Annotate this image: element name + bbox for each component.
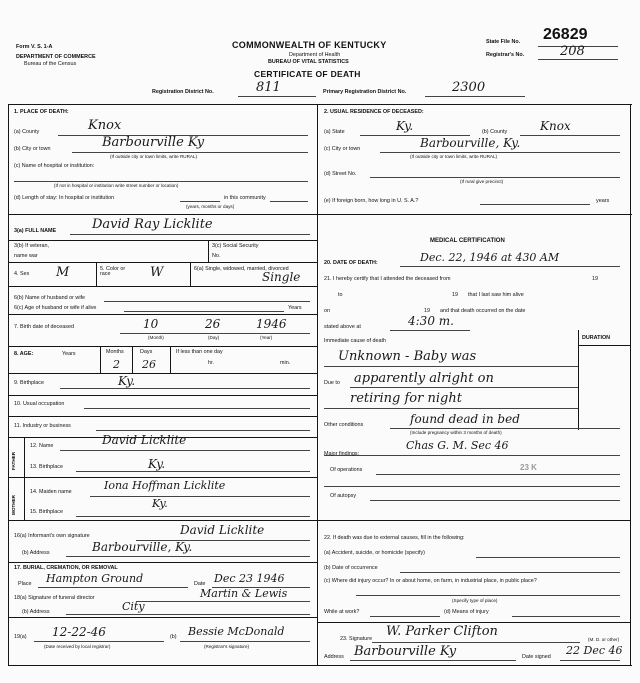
res-city-note: (If outside city or town limits, write RURAL) — [410, 154, 498, 159]
min-label: min. — [280, 360, 291, 366]
burial-place-label: Place — [18, 581, 32, 587]
stamp-mark: 23 K — [520, 463, 537, 472]
hr-label: hr. — [208, 360, 214, 366]
registrar-date-label: 19(a) — [14, 634, 27, 640]
county-value: Knox — [88, 118, 122, 133]
mother-maiden-value: Iona Hoffman Licklite — [104, 479, 226, 492]
other-conditions-value-2: Chas G. M. Sec 46 — [406, 439, 509, 452]
dept-health: Department of Health — [289, 52, 341, 58]
state-file-label: State File No. — [486, 39, 521, 45]
state-file-number: 26829 — [543, 26, 588, 43]
medical-heading: MEDICAL CERTIFICATION — [430, 238, 505, 244]
mother-birthplace-value: Ky. — [152, 497, 168, 510]
registrar-number: 208 — [560, 44, 585, 59]
physician-signature-label: 23. Signature — [340, 636, 373, 642]
spouse-age-label: 6(c) Age of husband or wife if alive — [14, 305, 97, 311]
full-name-label: 3(a) FULL NAME — [14, 228, 57, 234]
certificate-title: CERTIFICATE OF DEATH — [254, 69, 361, 79]
other-conditions-value: found dead in bed — [410, 412, 520, 426]
spouse-label: 6(b) Name of husband or wife — [14, 295, 86, 301]
registrar-sig-label: (b) — [170, 634, 177, 640]
color-label: 5. Color or race — [100, 266, 126, 278]
date-signed-label: Date signed — [522, 654, 551, 660]
physician-address-value: Barbourville Ky — [354, 644, 457, 659]
res-city-label: (c) City or town — [324, 146, 361, 152]
date-of-death-value: Dec. 22, 1946 at 430 AM — [420, 251, 560, 264]
city-note: (If outside city or town limits, write RURAL) — [110, 154, 198, 159]
age-years-label: Years — [62, 351, 76, 357]
last-saw-label: that I last saw him alive — [468, 292, 524, 298]
where-injury-label: (c) Where did injury occur? In or about home, on farm, in industrial place, in public place? — [324, 578, 537, 584]
years-label: Years — [288, 305, 302, 311]
father-name-value: David Licklite — [102, 433, 187, 447]
informant-signature-value: David Licklite — [180, 523, 265, 537]
funeral-address-label: (b) Address — [22, 609, 50, 615]
major-findings-label: Major findings: — [324, 451, 360, 457]
mother-side-label: MOTHER — [11, 495, 16, 515]
immediate-label: Immediate cause of death — [324, 338, 387, 344]
stated-label: stated above at — [324, 324, 361, 330]
res-state-label: (a) State — [324, 129, 345, 135]
duration-label: DURATION — [582, 335, 611, 341]
date-occurrence-label: (b) Date of occurrence — [324, 565, 378, 571]
hospital-note: (If not in hospital or institution write street number or location) — [54, 183, 179, 188]
on-nineteen: 19 — [424, 308, 430, 314]
res-county-label: (b) County — [482, 129, 508, 135]
physician-signature-value: W. Parker Clifton — [386, 624, 498, 639]
war-label: name war — [14, 253, 38, 259]
primary-reg-number: 2300 — [452, 80, 486, 95]
to-label: to — [338, 292, 343, 298]
ss-no-label: No. — [212, 253, 221, 259]
father-name-label: 12. Name — [30, 443, 54, 449]
bureau: Bureau of the Census — [24, 61, 77, 67]
marital-label: 6(a) Single, widowed, married, divorced — [194, 266, 289, 272]
reg-district-number: 811 — [256, 80, 281, 95]
res-county-value: Knox — [540, 119, 571, 133]
birthplace-value: Ky. — [118, 374, 136, 388]
attended-nineteen: 19 — [592, 276, 598, 282]
informant-signature-label: 16(a) Informant's own signature — [14, 533, 90, 539]
birth-year: 1946 — [256, 317, 287, 331]
age-less-label: If less than one day — [176, 349, 223, 355]
foreign-label: (e) If foreign born, how long in U. S. A.? — [324, 198, 419, 204]
type-place-note: (Specify type of place) — [452, 598, 498, 603]
birthplace-label: 9. Birthplace — [14, 380, 44, 386]
age-months-value: 2 — [113, 358, 120, 371]
death-occurred-label: and that death occurred on the date — [440, 308, 526, 314]
primary-reg-label: Primary Registration District No. — [323, 89, 407, 95]
res-city-value: Barbourville, Ky. — [420, 136, 521, 150]
month-label: (Month) — [148, 335, 164, 340]
reg-district-label: Registration District No. — [152, 89, 214, 95]
pregnancy-note: (Include pregnancy within 3 months of death) — [410, 430, 502, 435]
place-of-death-heading: 1. PLACE OF DEATH: — [14, 109, 69, 115]
on-label: on — [324, 308, 330, 314]
burial-heading: 17. BURIAL, CREMATION, OR REMOVAL — [14, 565, 118, 571]
father-birthplace-label: 13. Birthplace — [30, 464, 63, 470]
year-label: (Year) — [260, 335, 273, 340]
stay-label: (d) Length of stay: In hospital or institution — [14, 195, 115, 201]
accident-label: (a) Accident, suicide, or homicide (specify) — [324, 550, 425, 556]
father-birthplace-value: Ky. — [148, 457, 166, 471]
age-days-label: Days — [140, 349, 153, 355]
burial-date-value: Dec 23 1946 — [214, 572, 285, 585]
industry-label: 11. Industry or business — [14, 423, 71, 429]
informant-address-value: Barbourville, Ky. — [92, 540, 193, 554]
mother-maiden-label: 14. Maiden name — [30, 489, 72, 495]
sex-label: 4. Sex — [14, 271, 30, 277]
age-days-value: 26 — [142, 358, 156, 371]
due-value: apparently alright on — [354, 371, 494, 386]
hospital-label: (c) Name of hospital or institution: — [14, 163, 95, 169]
city-label: (b) City or town — [14, 146, 51, 152]
full-name-value: David Ray Licklite — [92, 217, 213, 232]
while-at-work-label: While at work? — [324, 609, 360, 615]
burial-date-label: Date — [194, 581, 206, 587]
res-state-value: Ky. — [396, 119, 414, 133]
stay-units: (years, months or days) — [186, 204, 235, 209]
color-value: W — [150, 265, 164, 280]
other-conditions-label: Other conditions — [324, 422, 364, 428]
city-value: Barbourville Ky — [102, 135, 205, 150]
form-number: Form V. S. 1-A — [16, 44, 53, 50]
autopsy-label: Of autopsy — [330, 493, 357, 499]
age-label: 8. AGE: — [14, 351, 34, 357]
means-injury-label: (d) Means of injury — [444, 609, 489, 615]
informant-address-label: (b) Address — [22, 550, 50, 556]
cause-value: Unknown - Baby was — [338, 349, 477, 364]
residence-heading: 2. USUAL RESIDENCE OF DECEASED: — [324, 109, 424, 115]
department: DEPARTMENT OF COMMERCE — [16, 54, 96, 60]
veteran-label: 3(b) If veteran, — [14, 243, 50, 249]
age-months-label: Months — [106, 349, 124, 355]
registrar-sig-value: Bessie McDonald — [188, 625, 285, 638]
due-value-2: retiring for night — [350, 391, 462, 406]
street-label: (d) Street No. — [324, 171, 357, 177]
date-signed-value: 22 Dec 46 — [566, 644, 623, 657]
registrar-date-note: (Date received by local registrar) — [44, 644, 111, 649]
stay-note: in this community — [224, 195, 266, 201]
county-label: (a) County — [14, 129, 40, 135]
burial-place-value: Hampton Ground — [46, 572, 144, 585]
day-label: (Day) — [208, 335, 220, 340]
funeral-address-value: City — [122, 600, 145, 613]
to-nineteen: 19 — [452, 292, 458, 298]
attended-label: 21. I hereby certify that I attended the deceased from — [324, 276, 451, 282]
mother-birthplace-label: 15. Birthplace — [30, 509, 63, 515]
due-label: Due to — [324, 380, 340, 386]
street-note: (If rural give precinct) — [460, 179, 504, 184]
physician-address-label: Address — [324, 654, 344, 660]
funeral-director-label: 18(a) Signature of funeral director — [14, 595, 95, 601]
bureau-vital-stats: BUREAU OF VITAL STATISTICS — [268, 59, 349, 65]
father-side-label: FATHER — [11, 451, 16, 470]
registrar-no-label: Registrar's No. — [486, 52, 525, 58]
stated-time-value: 4:30 m. — [408, 314, 454, 328]
date-of-death-label: 20. DATE OF DEATH: — [324, 260, 378, 266]
md-label: (M. D. or other) — [588, 637, 620, 642]
marital-value: Single — [262, 270, 301, 284]
sex-value: M — [56, 265, 70, 280]
occupation-label: 10. Usual occupation — [14, 401, 65, 407]
external-causes-label: 22. If death was due to external causes, fill in the following: — [324, 535, 465, 541]
ss-label: 3(c) Social Security — [212, 243, 259, 249]
birth-month: 10 — [143, 317, 159, 331]
birth-date-label: 7. Birth date of deceased — [14, 324, 74, 330]
foreign-units: years — [596, 198, 610, 204]
birth-day: 26 — [205, 317, 221, 331]
registrar-date-value: 12-22-46 — [52, 625, 106, 639]
registrar-sig-note: (Registrar's signature) — [204, 644, 250, 649]
state-title: COMMONWEALTH OF KENTUCKY — [232, 40, 387, 50]
funeral-director-value: Martin & Lewis — [200, 587, 288, 600]
operations-label: Of operations — [330, 467, 363, 473]
